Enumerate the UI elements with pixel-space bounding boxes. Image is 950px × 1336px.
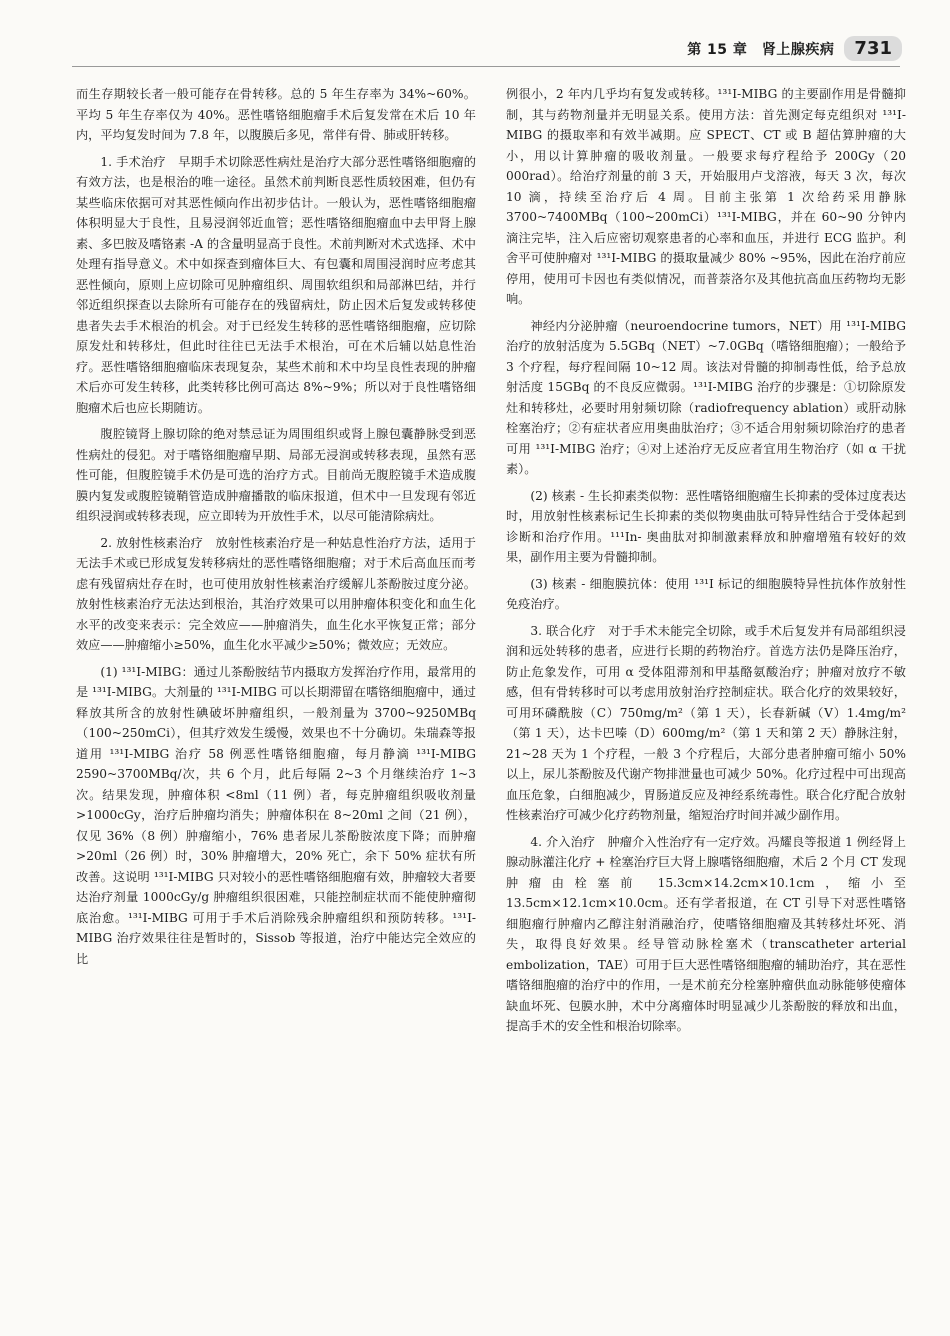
paragraph: (2) 核素 - 生长抑素类似物：恶性嗜铬细胞瘤生长抑素的受体过度表达时，用放射性核素标记生长抑素的类似物奥曲肽可特异性结合于受体起到诊断和治疗作用。¹¹¹In- 奥曲肽对抑制激素释放和肿瘤增殖有较好的效果，副作用主要为骨髓抑制。 [506, 488, 906, 564]
paragraph: 神经内分泌肿瘤（neuroendocrine tumors，NET）用 ¹³¹I-MIBG 治疗的放射活度为 5.5GBq（NET）~7.0GBq（嗜铬细胞瘤）；一般给予 3 个疗程，每疗程间隔 10~12 周。该法对骨髓的抑制毒性低，给予总放射活度 15GBq 的不良反应微弱。¹³¹I-MIBG 治疗的步骤是：①切除原发灶和转移灶，必要时用射频切除（radiofrequency ablation）或肝动脉栓塞治疗；②有症状者应用奥曲肽治疗；③不适合用射频切除治疗的患者可用 ¹³¹I-MIBG 治疗；④对上述治疗无反应者宜用生物治疗（如 α 干扰素）。 [506, 318, 906, 476]
paragraph: 1. 手术治疗 早期手术切除恶性病灶是治疗大部分恶性嗜铬细胞瘤的有效方法，也是根治的唯一途径。虽然术前判断良恶性质较困难，但仍有某些临床依据可对其恶性倾向作出初步估计。一般认为，恶性嗜铬细胞瘤体积明显大于良性，且易浸润邻近血管；恶性嗜铬细胞瘤血中去甲肾上腺素、多巴胺及嗜铬素 -A 的含量明显高于良性。术前判断对术式选择、术中处理有指导意义。术中如探查到瘤体巨大、有包囊和周围浸润时应考虑其恶性倾向，原则上应切除可见肿瘤组织、周围软组织和局部淋巴结，并行邻近组织探查以去除所有可能存在的残留病灶，防止因术后复发或转移使患者失去手术根治的机会。对于已经发生转移的恶性嗜铬细胞瘤，应切除原发灶和转移灶，但此时往往已无法手术根治，可在术后辅以姑息性治疗。恶性嗜铬细胞瘤临床表现复杂，某些术前和术中均呈良性表现的肿瘤术后亦可发生转移，此类转移比例可高达 8%~9%；所以对于良性嗜铬细胞瘤术后也应长期随访。 [76, 154, 476, 415]
paragraph: 腹腔镜肾上腺切除的绝对禁忌证为周围组织或肾上腺包囊静脉受到恶性病灶的侵犯。对于嗜铬细胞瘤早期、局部无浸润或转移表现，虽然有恶性可能，但腹腔镜手术仍是可选的治疗方式。目前尚无腹腔镜手术造成腹膜内复发或腹腔镜鞘管造成肿瘤播散的临床报道，但术中一旦发现有邻近组织浸润或转移表现，应立即转为开放性手术，以尽可能清除病灶。 [76, 427, 476, 523]
paragraph: 而生存期较长者一般可能存在骨转移。总的 5 年生存率为 34%~60%。平均 5 年生存率仅为 40%。恶性嗜铬细胞瘤手术后复发常在术后 10 年内，平均复发时间为 7.8 年，以腹膜后多见，常伴有骨、肺或肝转移。 [76, 87, 476, 142]
paragraph: 4. 介入治疗 肿瘤介入性治疗有一定疗效。冯耀良等报道 1 例经肾上腺动脉灌注化疗 + 栓塞治疗巨大肾上腺嗜铬细胞瘤，术后 2 个月 CT 发现肿瘤由栓塞前 15.3cm×14.2cm×10.1cm，缩小至 13.5cm×12.1cm×10.0cm。还有学者报道，在 CT 引导下对恶性嗜铬细胞瘤行肿瘤内乙醇注射消融治疗，使嗜铬细胞瘤及其转移灶坏死、消失，取得良好效果。经导管动脉栓塞术（transcatheter arterial embolization，TAE）可用于巨大恶性嗜铬细胞瘤的辅助治疗，其在恶性嗜铬细胞瘤的治疗中的作用，一是术前充分栓塞肿瘤供血动脉能够使瘤体缺血坏死、包膜水肿，术中分离瘤体时明显减少儿茶酚胺的释放和出血，提高手术的安全性和根治切除率。 [506, 834, 906, 1033]
paragraph: 例很小，2 年内几乎均有复发或转移。¹³¹I-MIBG 的主要副作用是骨髓抑制，其与药物剂量并无明显关系。使用方法：首先测定每克组织对 ¹³¹I-MIBG 的摄取率和有效半减期。应 SPECT、CT 或 B 超估算肿瘤的大小，用以计算肿瘤的吸收剂量。一般要求每疗程给予 200Gy（20 000rad）。给治疗剂量的前 3 天，开始服用卢戈溶液，每天 3 次，每次 10 滴，持续至治疗后 4 周。目前主张第 1 次给药采用静脉 3700~7400MBq（100~200mCi）¹³¹I-MIBG，并在 60~90 分钟内滴注完毕，注入后应密切观察患者的心率和血压，并进行 ECG 监护。利舍平可使肿瘤对 ¹³¹I-MIBG 的摄取量减少 80% ~95%，因此在治疗前应停用，使用可卡因也有类似情况，而普萘洛尔及其他抗高血压药物均无影响。 [506, 87, 906, 306]
paragraph: (1) ¹³¹I-MIBG：通过儿茶酚胺结节内摄取方发挥治疗作用，最常用的是 ¹³¹I-MIBG。大剂量的 ¹³¹I-MIBG 可以长期滞留在嗜铬细胞瘤中，通过释放其所含的放射性碘破坏肿瘤组织，一般剂量为 3700~9250MBq（100~250mCi），但其疗效发生缓慢，效果也不十分确切。朱瑞森等报道用 ¹³¹I-MIBG 治疗 58 例恶性嗜铬细胞瘤，每月静滴 ¹³¹I-MIBG 2590~3700MBq/次，共 6 个月，此后每隔 2~3 个月继续治疗 1~3 次。结果发现，肿瘤体积 <8ml（11 例）者，每克肿瘤组织吸收剂量 >1000cGy，治疗后肿瘤均消失；肿瘤体积在 8~20ml 之间（21 例），仅见 36%（8 例）肿瘤缩小，76% 患者尿儿茶酚胺浓度下降；而肿瘤 >20ml（26 例）时，30% 肿瘤增大，20% 死亡，余下 50% 症状有所改善。这说明 ¹³¹I-MIBG 只对较小的恶性嗜铬细胞瘤有效，肿瘤较大者要达治疗剂量 1000cGy/g 肿瘤组织很困难，只能控制症状而不能使肿瘤彻底治愈。¹³¹I-MIBG 可用于手术后消除残余肿瘤组织和预防转移。¹³¹I-MIBG 治疗效果往往是暂时的，Sissob 等报道，治疗中能达完全效应的比 [76, 664, 476, 966]
page-number: 731 [844, 36, 902, 61]
paragraph: (3) 核素 - 细胞膜抗体：使用 ¹³¹I 标记的细胞膜特异性抗体作放射性免疫治疗。 [506, 576, 906, 611]
chapter-title: 第 15 章 肾上腺疾病 [687, 41, 835, 58]
page-header [687, 36, 902, 61]
paragraph: 2. 放射性核素治疗 放射性核素治疗是一种姑息性治疗方法，适用于无法手术或已形成复发转移病灶的恶性嗜铬细胞瘤；对于术后高血压而考虑有残留病灶存在时，也可使用放射性核素治疗缓解儿茶酚胺过度分泌。放射性核素治疗无法达到根治，其治疗效果可以用肿瘤体积变化和血生化水平的改变来表示：完全效应——肿瘤消失，血生化水平恢复正常；部分效应——肿瘤缩小≥50%，血生化水平减少≥50%；微效应；无效应。 [76, 535, 476, 652]
left-column [76, 84, 476, 975]
right-column [506, 84, 906, 1043]
header-rule [72, 66, 900, 67]
paragraph: 3. 联合化疗 对于手术未能完全切除，或手术后复发并有局部组织浸润和远处转移的患者，应进行长期的药物治疗。首选方法仍是降压治疗，防止危象发作，可用 α 受体阻滞剂和甲基酪氨酸治疗；肿瘤对放疗不敏感，但有骨转移时可以考虑用放射治疗控制症状。联合化疗的效果较好，可用环磷酰胺（C）750mg/m²（第 1 天），长春新碱（V）1.4mg/m²（第 1 天），达卡巴嗪（D）600mg/m²（第 1 天和第 2 天）静脉注射，21~28 天为 1 个疗程，一般 3 个疗程后，大部分患者肿瘤可缩小 50% 以上，尿儿茶酚胺及代谢产物排泄量也可减少 50%。化疗过程中可出现高血压危象，白细胞减少，胃肠道反应及神经系统毒性。联合化疗配合放射性核素治疗可减少化疗药物剂量，缩短治疗时间并减少副作用。 [506, 623, 906, 822]
